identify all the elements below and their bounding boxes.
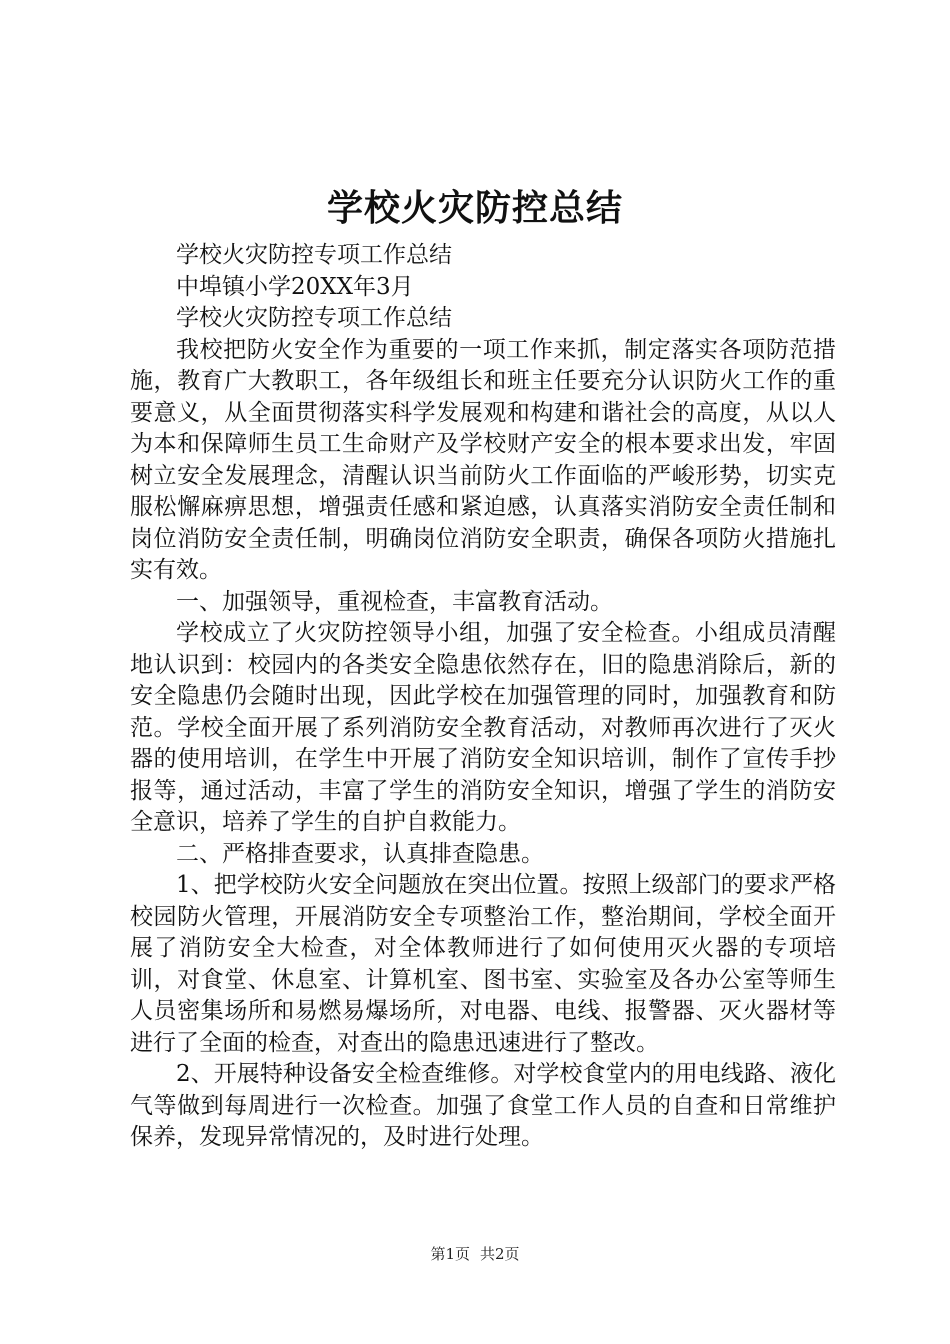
document-body xyxy=(130,240,836,1154)
page-footer xyxy=(0,1243,950,1265)
section-heading-1: 一、加强领导，重视检查，丰富教育活动。 xyxy=(176,588,613,615)
intro-paragraph: 我校把防火安全作为重要的一项工作来抓，制定落实各项防范措施，教育广大教职工，各年级组长和班主任要充分认识防火工作的重要意义，从全面贯彻落实科学发展观和构建和谐社会的高度，从以人为本和保障师生员工生命财产及学校财产安全的根本要求出发，牢固树立安全发展理念，清醒认识当前防火工作面临的严峻形势，切实克服松懈麻痹思想，增强责任感和紧迫感，认真落实消防安全责任制和岗位消防安全责任制，明确岗位消防安全职责，确保各项防火措施扎实有效。 xyxy=(130,336,836,583)
section-2-item-2: 2、开展特种设备安全检查维修。对学校食堂内的用电线路、液化气等做到每周进行一次检查。加强了食堂工作人员的自查和日常维护保养，发现异常情况的，及时进行处理。 xyxy=(130,1061,836,1150)
section-2-item-1: 1、把学校防火安全问题放在突出位置。按照上级部门的要求严格校园防火管理，开展消防安全专项整治工作，整治期间，学校全面开展了消防安全大检查，对全体教师进行了如何使用灭火器的专项培训，对食堂、休息室、计算机室、图书室、实验室及各办公室等师生人员密集场所和易燃易爆场所，对电器、电线、报警器、灭火器材等进行了全面的检查，对查出的隐患迅速进行了整改。 xyxy=(130,872,836,1056)
page-number: 第1页 xyxy=(430,1245,470,1263)
document-title: 学校火灾防控总结 xyxy=(326,187,623,229)
section-heading-2: 二、严格排查要求，认真排查隐患。 xyxy=(176,840,544,867)
subtitle-paragraph: 学校火灾防控专项工作总结 xyxy=(176,242,452,268)
section-1-paragraph: 学校成立了火灾防控领导小组，加强了安全检查。小组成员清醒地认识到：校园内的各类安全隐患依然存在，旧的隐患消除后，新的安全隐患仍会随时出现，因此学校在加强管理的同时，加强教育和防范。学校全面开展了系列消防安全教育活动，对教师再次进行了灭火器的使用培训，在学生中开展了消防安全知识培训，制作了宣传手抄报等，通过活动，丰富了学生的消防安全知识，增强了学生的消防安全意识，培养了学生的自护自救能力。 xyxy=(130,620,836,835)
author-date-paragraph: 中埠镇小学20XX年3月 xyxy=(176,273,414,300)
subtitle-repeat-paragraph: 学校火灾防控专项工作总结 xyxy=(176,305,452,331)
page-total: 共2页 xyxy=(480,1245,520,1263)
